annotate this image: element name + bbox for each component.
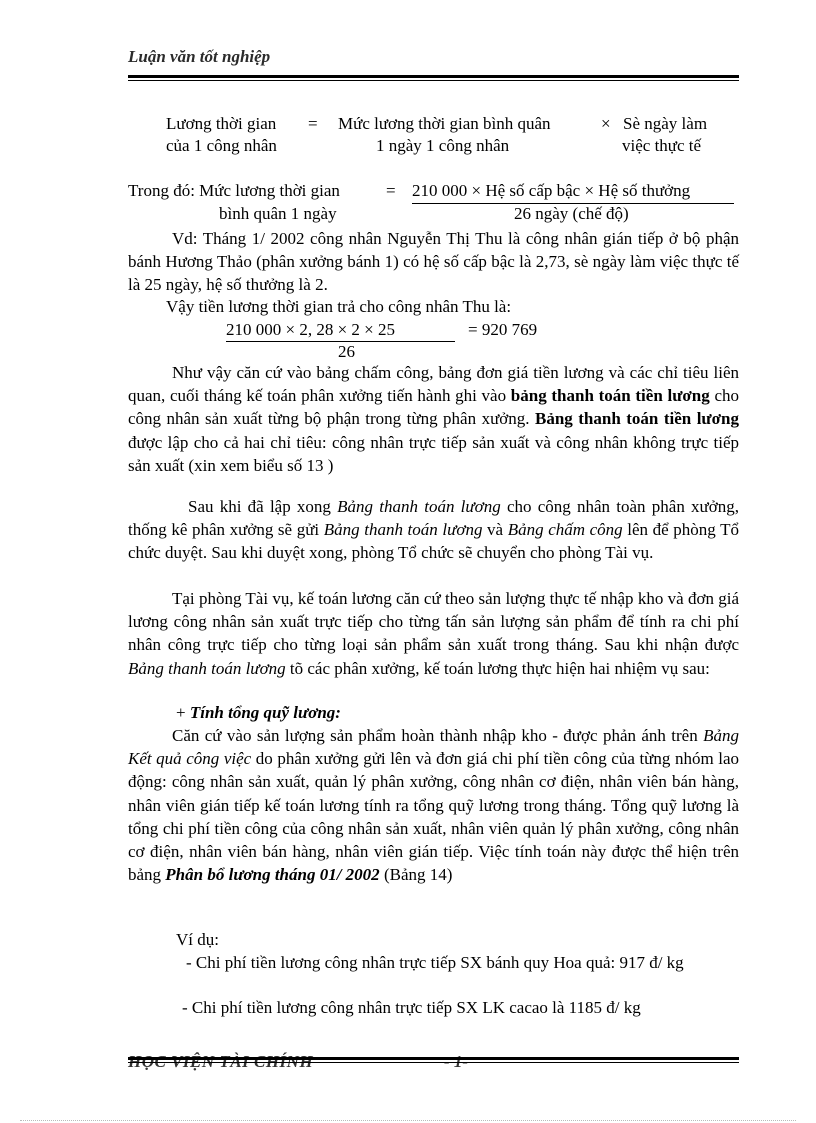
formula2-equals: = <box>386 181 396 200</box>
formula2-lhs-line2: bình quân 1 ngày <box>219 204 337 223</box>
formula1-equals: = <box>308 114 318 133</box>
formula2-denominator: 26 ngày (chế độ) <box>514 204 629 223</box>
formula1-mid-line1: Mức lương thời gian bình quân <box>338 114 551 133</box>
header-rule-thick <box>128 75 739 78</box>
formula1-mid-line2: 1 ngày 1 công nhân <box>376 136 510 155</box>
paragraph-wage-fund: Căn cứ vào sản lượng sản phẩm hoàn thành nhập kho - được phản ánh trên Bảng Kết quả công việc do phân xưởng gửi lên và đơn giá chi phí tiền công của từng nhóm lao động: công nhân sản xuất, quản lý phân xưởng, công nhân cơ điện, nhân viên bán hàng, nhân viên gián tiếp kế toán lương tính ra tổng quỹ lương trong tháng. Tổng quỹ lương là tổng chi phí tiền công của công nhân sản xuất, nhân viên quản lý phân xưởng, công nhân cơ điện, nhân viên bán hàng, nhân viên gián tiếp. Việc tính toán này được thể hiện trên bảng Phân bổ lương tháng 01/ 2002 (Bảng 14) <box>128 726 739 885</box>
example2-item1: - Chi phí tiền lương công nhân trực tiếp SX bánh quy Hoa quả: 917 đ/ kg <box>186 953 684 972</box>
example2-label: Ví dụ: <box>176 930 219 949</box>
term-payroll-sheet: bảng thanh toán tiền lương <box>510 386 710 406</box>
footer-rule-thick <box>128 1057 739 1060</box>
formula1-times: × <box>601 114 611 133</box>
formula1-lhs-line2: của 1 công nhân <box>166 136 277 155</box>
example1-result: = 920 769 <box>468 320 538 339</box>
formula1-rhs-line1: Sè ngày làm <box>623 114 708 133</box>
paragraph-payroll-sheet: Như vậy căn cứ vào bảng chấm công, bảng đơn giá tiền lương và các chỉ tiêu liên quan, cuối tháng kế toán phân xưởng tiến hành ghi vào bảng thanh toán tiền lương cho công nhân sản xuất từng bộ phận trong từng phân xưởng. Bảng thanh toán tiền lương được lập cho cả hai chỉ tiêu: công nhân trực tiếp sản xuất và công nhân không trực tiếp sản xuất (xin xem biểu số 13 ) <box>128 363 739 475</box>
example1-conclusion: Vậy tiền lương thời gian trả cho công nhân Thu là: <box>166 297 512 316</box>
page-bottom-dotted-line <box>20 1120 796 1121</box>
subheading-total-wage-fund: + Tính tổng quỹ lương: <box>176 703 341 722</box>
formula1-lhs-line1: Lương thời gian <box>166 114 277 133</box>
example1-numerator: 210 000 × 2, 28 × 2 × 25 <box>226 320 396 339</box>
header-rule-thin <box>128 80 739 81</box>
term-payroll-sheet-2: Bảng thanh toán tiền lương <box>535 409 739 429</box>
footer-page-number: - 1- <box>444 1052 469 1071</box>
footer-institution: HỌC VIỆN TÀI CHÍNH <box>128 1052 314 1071</box>
formula1-rhs-line2: việc thực tế <box>622 136 702 155</box>
example1-paragraph <box>128 227 739 297</box>
paragraph-approval: Sau khi đã lập xong Bảng thanh toán lương cho công nhân toàn phân xưởng, thống kê phân xưởng sẽ gửi Bảng thanh toán lương và Bảng chấm công lên để phòng Tổ chức duyệt. Sau khi duyệt xong, phòng Tổ chức sẽ chuyển cho phòng Tài vụ. <box>128 497 739 563</box>
footer-rule-thin <box>128 1062 739 1063</box>
example2-item2: - Chi phí tiền lương công nhân trực tiếp SX LK cacao là 1185 đ/ kg <box>182 998 641 1017</box>
formula2-numerator: 210 000 × Hệ số cấp bậc × Hệ số thưởng <box>412 181 691 200</box>
example1-denominator: 26 <box>338 342 355 361</box>
formula2-lhs-line1: Trong đó: Mức lương thời gian <box>128 181 340 200</box>
example1-text: Vd: Tháng 1/ 2002 công nhân Nguyễn Thị Thu là công nhân gián tiếp ở bộ phận bánh Hương Thảo (phân xưởng bánh 1) có hệ số cấp bậc là 2,73, sè ngày làm việc thực tế là 25 ngày, hệ số thưởng là 2. <box>128 229 739 295</box>
running-header-title: Luận văn tốt nghiệp <box>128 47 271 66</box>
paragraph-accounting-dept: Tại phòng Tài vụ, kế toán lương căn cứ theo sản lượng thực tế nhập kho và đơn giá lương công nhân sản xuất trực tiếp cho từng tấn sản lượng sản phẩm để tính ra chi phí nhân công trực tiếp cho từng loại sản phẩm sản xuất trong tháng. Sau khi nhận được Bảng thanh toán lương tõ các phân xưởng, kế toán lương thực hiện hai nhiệm vụ sau: <box>128 589 739 678</box>
